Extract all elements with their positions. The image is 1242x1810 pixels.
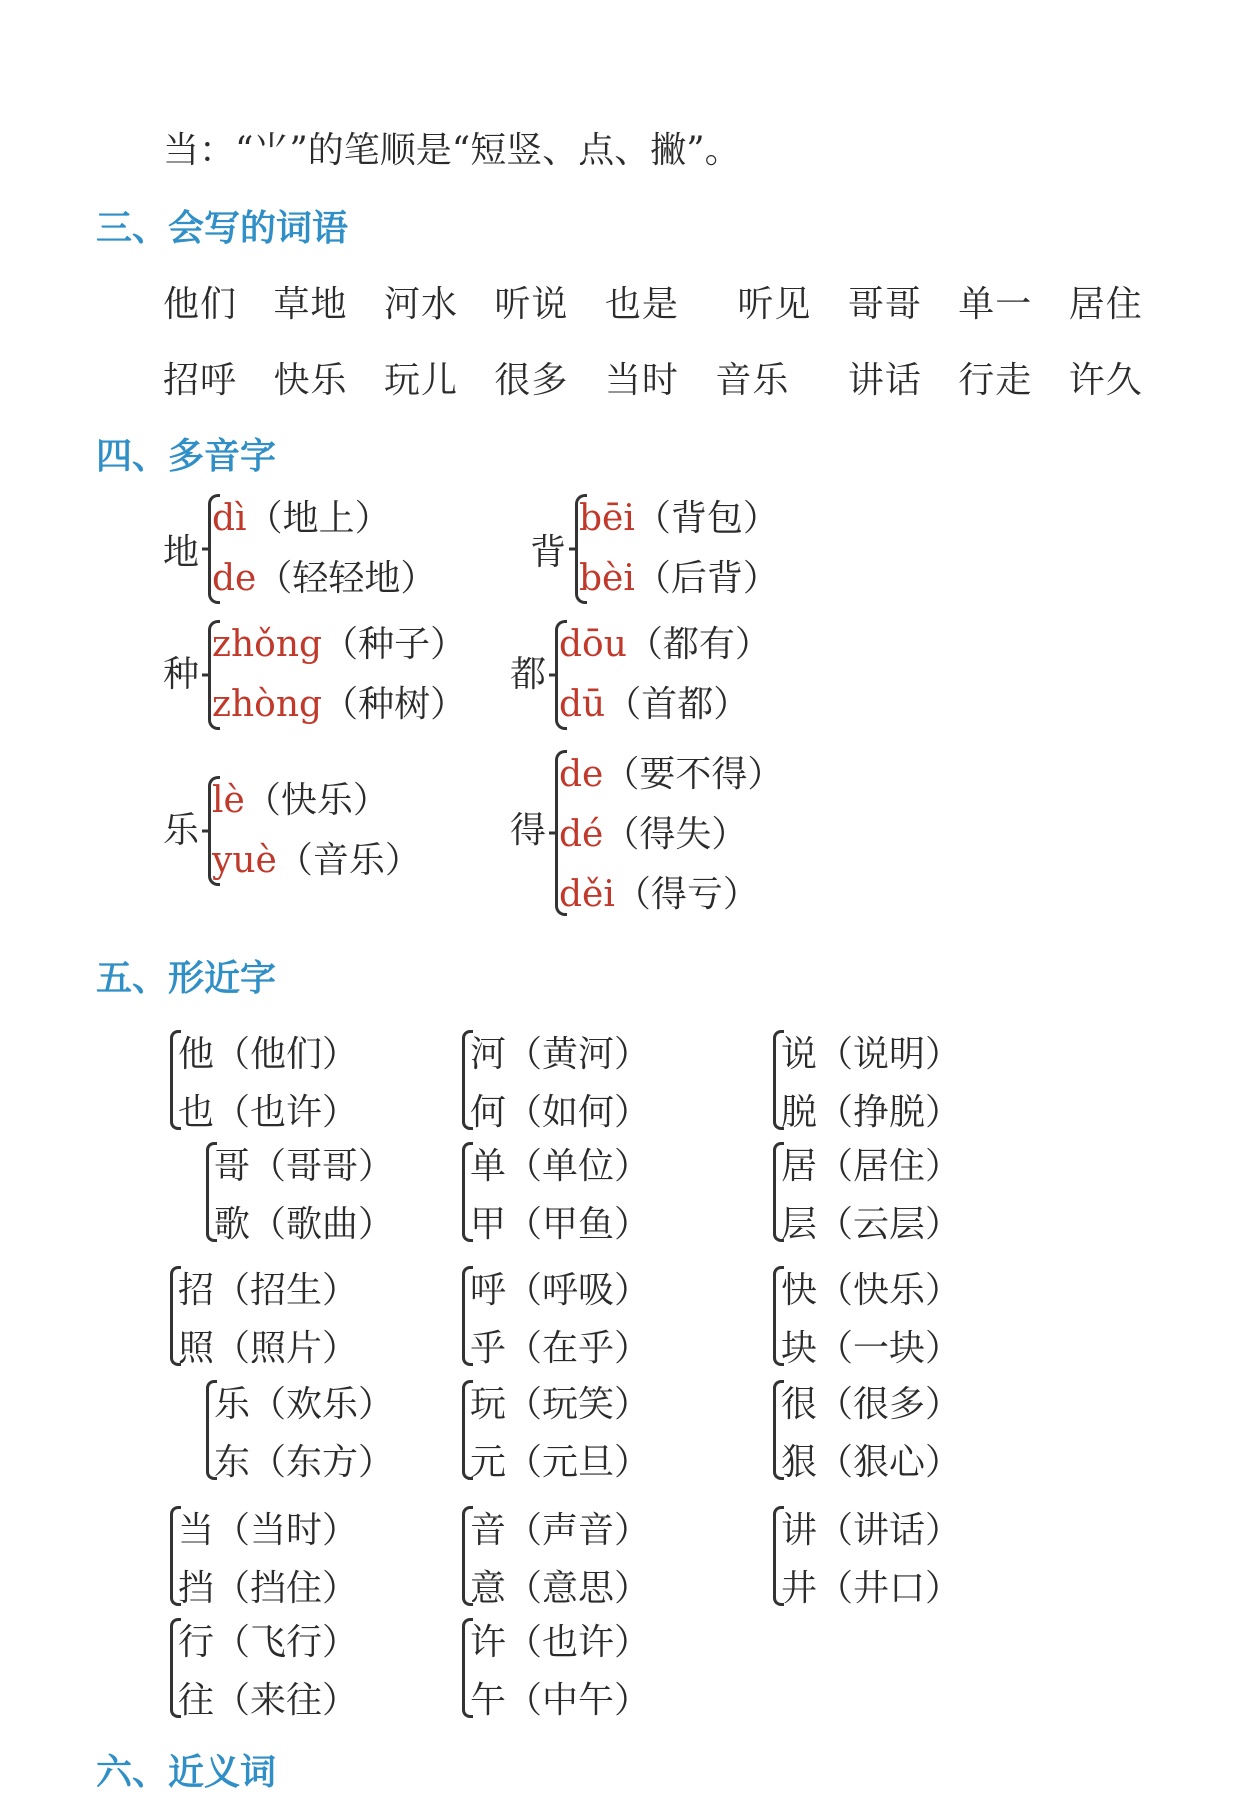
polyphone-char: 都 <box>510 654 547 695</box>
section-4-heading: 四、多音字 <box>96 436 277 477</box>
polyphone-reading: yuè（音乐） <box>212 840 421 881</box>
polyphone-reading: zhòng（种树） <box>212 684 467 725</box>
polyphone-reading: bēi（背包） <box>579 498 779 539</box>
vocab-word: 单一 <box>958 284 1033 325</box>
similar-char: 井（井口） <box>781 1568 962 1609</box>
similar-char: 照（照片） <box>178 1328 359 1369</box>
similar-char: 单（单位） <box>470 1146 651 1187</box>
similar-char: 乐（欢乐） <box>214 1384 395 1425</box>
similar-char: 挡（挡住） <box>178 1568 359 1609</box>
polyphone-char: 种 <box>163 654 200 695</box>
vocab-word: 许久 <box>1068 360 1143 401</box>
similar-char: 块（一块） <box>781 1328 962 1369</box>
vocab-word: 快乐 <box>273 360 348 401</box>
polyphone-reading: děi（得亏） <box>559 874 759 915</box>
polyphone-reading: de（要不得） <box>559 754 784 795</box>
polyphone-reading: dū（首都） <box>559 684 750 725</box>
similar-char: 午（中午） <box>470 1680 651 1721</box>
polyphone-char: 地 <box>163 532 200 573</box>
vocab-word: 招呼 <box>163 360 238 401</box>
similar-char: 当（当时） <box>178 1510 359 1551</box>
vocab-word: 河水 <box>383 284 458 325</box>
section-3-heading: 三、会写的词语 <box>96 208 349 249</box>
vocab-word: 他们 <box>163 284 238 325</box>
similar-char: 快（快乐） <box>781 1270 962 1311</box>
similar-char: 意（意思） <box>470 1568 651 1609</box>
similar-char: 乎（在乎） <box>470 1328 651 1369</box>
polyphone-char: 得 <box>510 810 547 851</box>
polyphone-char: 背 <box>530 532 567 573</box>
vocab-word: 也是 <box>604 284 679 325</box>
similar-char: 讲（讲话） <box>781 1510 962 1551</box>
polyphone-reading: dōu（都有） <box>559 624 771 665</box>
similar-char: 甲（甲鱼） <box>470 1204 651 1245</box>
vocab-word: 居住 <box>1068 284 1143 325</box>
similar-char: 他（他们） <box>178 1034 359 1075</box>
vocab-word: 听见 <box>737 284 812 325</box>
similar-char: 往（来往） <box>178 1680 359 1721</box>
vocab-word: 讲话 <box>847 360 922 401</box>
vocab-row-2 <box>163 352 1167 403</box>
polyphone-reading: dé（得失） <box>559 814 748 855</box>
similar-char: 狠（狠心） <box>781 1442 962 1483</box>
similar-char: 脱（挣脱） <box>781 1092 962 1133</box>
similar-char: 东（东方） <box>214 1442 395 1483</box>
similar-char: 河（黄河） <box>470 1034 651 1075</box>
similar-char: 许（也许） <box>470 1622 651 1663</box>
stroke-order-note: 当：“⺌”的笔顺是“短竖、点、撇”。 <box>163 130 741 171</box>
polyphone-char: 乐 <box>163 810 200 851</box>
similar-char: 哥（哥哥） <box>214 1146 395 1187</box>
similar-char: 也（也许） <box>178 1092 359 1133</box>
polyphone-reading: zhǒng（种子） <box>212 624 467 665</box>
section-5-heading: 五、形近字 <box>96 958 277 999</box>
similar-char: 招（招生） <box>178 1270 359 1311</box>
similar-char: 说（说明） <box>781 1034 962 1075</box>
vocab-word: 行走 <box>958 360 1033 401</box>
similar-char: 玩（玩笑） <box>470 1384 651 1425</box>
vocab-word: 很多 <box>494 360 569 401</box>
vocab-word: 听说 <box>494 284 569 325</box>
similar-char: 呼（呼吸） <box>470 1270 651 1311</box>
similar-char: 元（元旦） <box>470 1442 651 1483</box>
vocab-word: 当时 <box>604 360 679 401</box>
vocab-row-1 <box>163 276 1167 327</box>
polyphone-reading: de（轻轻地） <box>212 558 437 599</box>
similar-char: 居（居住） <box>781 1146 962 1187</box>
polyphone-reading: bèi（后背） <box>579 558 779 599</box>
vocab-word: 哥哥 <box>847 284 922 325</box>
similar-char: 歌（歌曲） <box>214 1204 395 1245</box>
similar-char: 行（飞行） <box>178 1622 359 1663</box>
polyphone-reading: dì（地上） <box>212 498 391 539</box>
vocab-word: 音乐 <box>715 360 790 401</box>
similar-char: 很（很多） <box>781 1384 962 1425</box>
polyphone-reading: lè（快乐） <box>212 780 389 821</box>
vocab-word: 草地 <box>273 284 348 325</box>
similar-char: 何（如何） <box>470 1092 651 1133</box>
section-6-heading: 六、近义词 <box>96 1752 277 1793</box>
vocab-word: 玩儿 <box>383 360 458 401</box>
similar-char: 层（云层） <box>781 1204 962 1245</box>
similar-char: 音（声音） <box>470 1510 651 1551</box>
